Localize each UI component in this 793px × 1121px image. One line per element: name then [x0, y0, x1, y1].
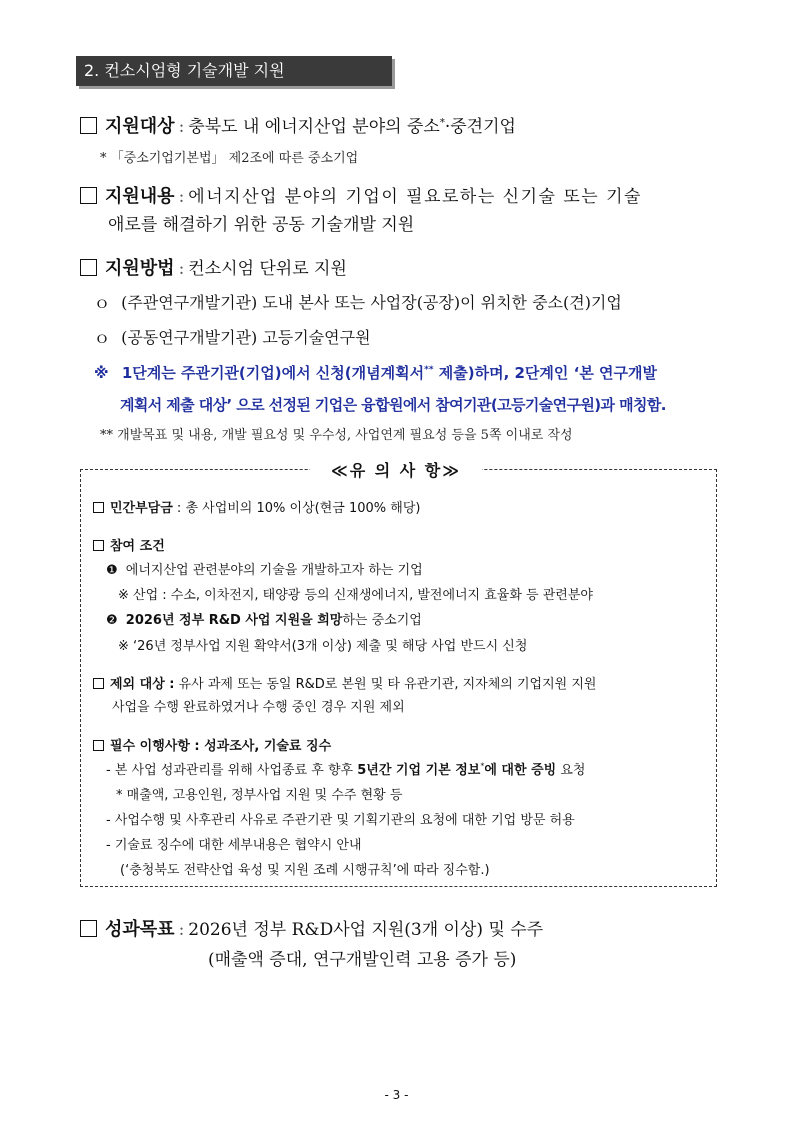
duty-3: - 기술료 징수에 대한 세부내용은 협약시 안내 — [106, 838, 362, 853]
content-label: 지원내용 — [105, 186, 175, 207]
duty-1-sup: * — [480, 761, 485, 771]
content-line1: 에너지산업 분야의 기업이 필요로하는 신기술 또는 기술 — [188, 187, 642, 207]
bullet-icon: ｏ — [94, 328, 111, 347]
content-line2: 애로를 해결하기 위한 공동 기술개발 지원 — [108, 215, 415, 235]
conditions-label: 참여 조건 — [110, 539, 165, 554]
method-text: 컨소시엄 단위로 지원 — [188, 259, 347, 279]
page-number: - 3 - — [384, 1088, 409, 1102]
target-text-b: ·중견기업 — [444, 117, 516, 137]
target-label: 지원대상 — [105, 116, 175, 137]
target-sup: * — [439, 117, 445, 129]
notice-title: ≪유 의 사 항≫ — [310, 458, 482, 481]
method-colon: : — [178, 259, 185, 279]
method-row — [80, 254, 347, 280]
duties-row — [93, 735, 331, 754]
condition-2 — [106, 609, 422, 628]
burden-label: 민간부담금 — [110, 501, 173, 516]
duty-1 — [106, 759, 585, 778]
checkbox-icon — [93, 740, 104, 751]
remark-line2: 계획서 제출 대상’ 으로 선정된 기업은 융합원에서 참여기관(고등기술연구원)과 매칭함. — [120, 396, 666, 414]
checkbox-icon — [93, 540, 104, 551]
target-text-a: 충북도 내 에너지산업 분야의 중소 — [188, 117, 440, 137]
condition-1-note: ※ 산업 : 수소, 이차전지, 태양광 등의 신재생에너지, 발전에너지 효율화 등 관련분야 — [118, 588, 593, 603]
goal-line2: (매출액 증대, 연구개발인력 고용 증가 등) — [208, 950, 517, 970]
method-item — [94, 290, 622, 313]
exclusion-label: 제외 대상 : — [110, 677, 175, 692]
bullet-icon: ｏ — [94, 293, 111, 312]
remark-l1-a: 1단계는 주관기관(기업)에서 신청(개념계획서 — [121, 364, 425, 382]
target-note: * 「중소기업기본법」 제2조에 따른 중소기업 — [100, 151, 359, 166]
remark-line1 — [94, 362, 657, 383]
duty-1-bold2: 에 대한 증빙 — [484, 763, 557, 778]
method-label: 지원방법 — [105, 258, 175, 279]
duty-1-b: 요청 — [556, 763, 586, 778]
exclusion-line2: 사업을 수행 완료하였거나 수행 중인 경우 지원 제외 — [112, 700, 405, 715]
goal-label: 성과목표 — [105, 919, 175, 940]
content-colon: : — [178, 187, 185, 207]
section-title: 2. 컨소시엄형 기술개발 지원 — [76, 56, 392, 86]
exclusion-line1: 유사 과제 또는 동일 R&D로 본원 및 타 유관기관, 지자체의 기업지원 지원 — [174, 677, 597, 692]
checkbox-icon — [80, 259, 97, 276]
duty-1-a: - 본 사업 성과관리를 위해 사업종료 후 향후 — [106, 763, 358, 778]
duty-3-note: (‘충청북도 전략산업 육성 및 지원 조례 시행규칙’에 따라 징수함.) — [120, 863, 490, 878]
remark-mark: ※ — [94, 364, 109, 382]
method-item — [94, 325, 371, 348]
target-colon: : — [178, 117, 185, 137]
content-row — [80, 182, 642, 208]
number-2-icon: ❷ — [106, 613, 118, 628]
duty-2: - 사업수행 및 사후관리 사유로 주관기관 및 기획기관의 요청에 대한 기업 방문 허용 — [106, 813, 575, 828]
target-row — [80, 112, 516, 138]
remark-l1-b: 제출)하며, 2단계인 ‘본 연구개발 — [433, 364, 657, 382]
burden-row — [93, 497, 420, 516]
duty-1-bold: 5년간 기업 기본 정보 — [357, 763, 481, 778]
conditions-row — [93, 535, 165, 554]
goal-line1: 2026년 정부 R&D사업 지원(3개 이상) 및 수주 — [188, 920, 544, 940]
condition-1 — [106, 559, 423, 578]
burden-text: : 총 사업비의 10% 이상(현금 100% 해당) — [172, 501, 421, 516]
condition-1-text: 에너지산업 관련분야의 기술을 개발하고자 하는 기업 — [125, 563, 423, 578]
goal-row — [80, 915, 543, 941]
condition-2-bold: 2026년 정부 R&D 사업 지원을 희망 — [125, 613, 343, 628]
duty-1-note: * 매출액, 고용인원, 정부사업 지원 및 수주 현황 등 — [116, 788, 403, 803]
checkbox-icon — [93, 678, 104, 689]
duties-label: 필수 이행사항 : 성과조사, 기술료 징수 — [110, 739, 332, 754]
checkbox-icon — [80, 117, 97, 134]
checkbox-icon — [93, 502, 104, 513]
checkbox-icon — [80, 187, 97, 204]
remark-note: ** 개발목표 및 내용, 개발 필요성 및 우수성, 사업연계 필요성 등을 5쪽 이내로 작성 — [100, 428, 573, 443]
goal-colon: : — [178, 920, 185, 940]
condition-2-note: ※ ‘26년 정부사업 지원 확약서(3개 이상) 제출 및 해당 사업 반드시 신청 — [118, 639, 528, 654]
exclusion-row — [93, 673, 596, 692]
remark-sup: ** — [424, 365, 434, 375]
checkbox-icon — [80, 920, 97, 937]
number-1-icon: ❶ — [106, 563, 118, 578]
method-item-text: (공동연구개발기관) 고등기술연구원 — [121, 328, 371, 347]
method-item-text: (주관연구개발기관) 도내 본사 또는 사업장(공장)이 위치한 중소(견)기업 — [121, 293, 622, 312]
condition-2-rest: 하는 중소기업 — [342, 613, 422, 628]
